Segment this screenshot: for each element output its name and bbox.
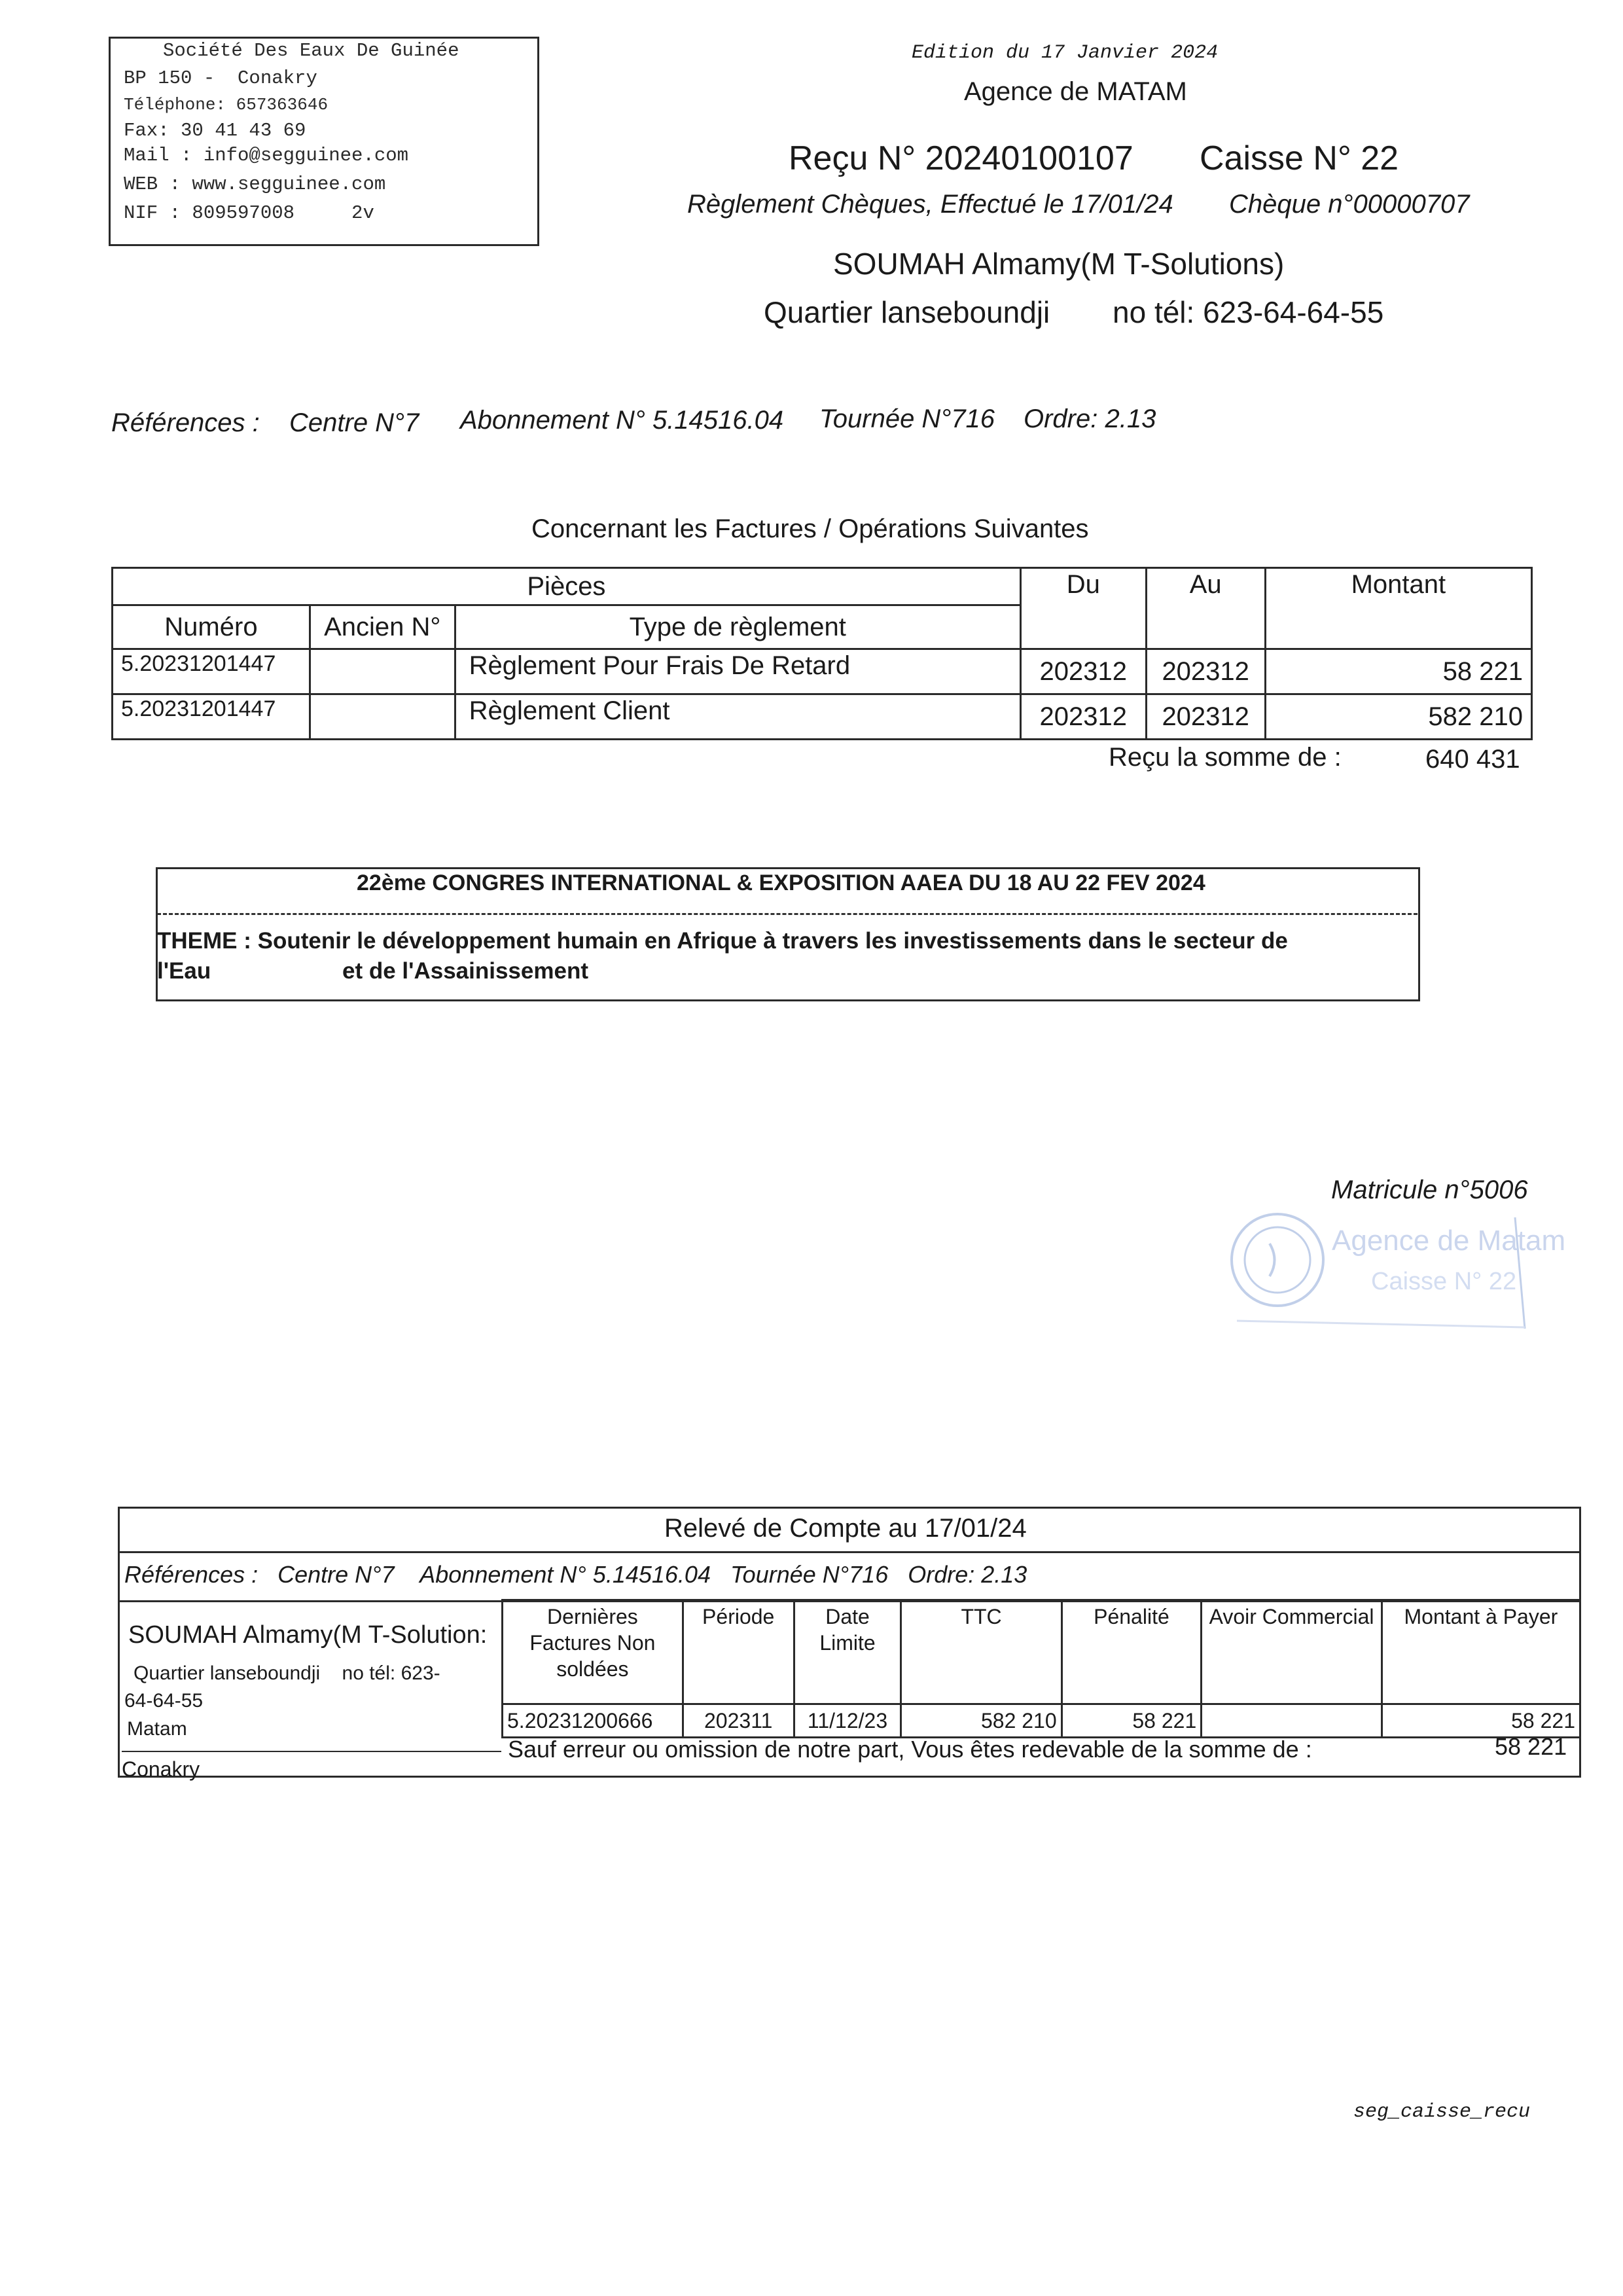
- table-row: [503, 1704, 1580, 1738]
- releve-table: [501, 1599, 1581, 1738]
- row-montant: 58 221: [1265, 649, 1531, 694]
- total-label: Reçu la somme de :: [1109, 743, 1342, 772]
- header-ttc: TTC: [901, 1600, 1061, 1704]
- references-ordre: Ordre: 2.13: [1024, 404, 1156, 433]
- header-date: Date Limite: [794, 1600, 901, 1704]
- concernant-heading: Concernant les Factures / Opérations Suivantes: [531, 514, 1089, 543]
- company-telephone: Téléphone: 657363646: [124, 95, 329, 115]
- header-periode: Période: [683, 1600, 794, 1704]
- releve-client-line4: Matam: [127, 1718, 187, 1740]
- table-row: [113, 649, 1532, 694]
- references-label: Références :: [111, 408, 260, 437]
- theme-line-2b: et de l'Assainissement: [342, 958, 588, 984]
- releve-references: Références : Centre N°7 Abonnement N° 5.14516.04 Tournée N°716 Ordre: 2.13: [124, 1561, 1027, 1588]
- agency-stamp: [1217, 1204, 1571, 1329]
- company-fax: Fax: 30 41 43 69: [124, 120, 306, 141]
- matricule: Matricule n°5006: [1331, 1175, 1528, 1204]
- company-name: Société Des Eaux De Guinée: [163, 40, 459, 62]
- references-tournee: Tournée N°716: [819, 404, 995, 433]
- receipt-number: Reçu N° 20240100107: [789, 139, 1133, 177]
- client-phone: no tél: 623-64-64-55: [1113, 295, 1384, 329]
- dashed-divider: [157, 913, 1418, 915]
- row-date: 11/12/23: [794, 1704, 901, 1738]
- company-bp: BP 150 - Conakry: [124, 67, 317, 89]
- releve-title: Relevé de Compte au 17/01/24: [664, 1514, 1027, 1543]
- header-montant-payer: Montant à Payer: [1382, 1600, 1580, 1704]
- header-pieces: Pièces: [113, 568, 1021, 605]
- company-mail: Mail : info@segguinee.com: [124, 145, 409, 166]
- header-factures: Dernières Factures Non soldées: [503, 1600, 683, 1704]
- row-montant: 58 221: [1382, 1704, 1580, 1738]
- row-type: Règlement Client: [455, 694, 1020, 740]
- row-ttc: 582 210: [901, 1704, 1061, 1738]
- row-du: 202312: [1020, 694, 1146, 740]
- theme-line-2a: l'Eau: [157, 958, 211, 984]
- stamp-seal-icon: [1217, 1204, 1571, 1329]
- releve-divider: [120, 1551, 1579, 1553]
- edition-date: Edition du 17 Janvier 2024: [912, 42, 1219, 64]
- releve-client-line2: Quartier lanseboundji no tél: 623-: [134, 1662, 440, 1684]
- redevable-amount: 58 221: [1495, 1733, 1567, 1760]
- releve-header-row: [503, 1600, 1580, 1704]
- table-row: [113, 694, 1532, 740]
- stamp-line-2: Caisse N° 22: [1371, 1268, 1517, 1295]
- caisse-number: Caisse N° 22: [1200, 139, 1399, 177]
- row-numero: 5.20231201447: [113, 649, 310, 694]
- company-info-box: [109, 37, 539, 246]
- references-centre: Centre N°7: [289, 408, 419, 437]
- releve-client-line5: Conakry: [122, 1757, 200, 1781]
- header-numero: Numéro: [113, 605, 310, 649]
- client-name: SOUMAH Almamy(M T-Solutions): [833, 247, 1285, 281]
- header-penalite: Pénalité: [1061, 1600, 1202, 1704]
- row-periode: 202311: [683, 1704, 794, 1738]
- agence-name: Agence de MATAM: [964, 77, 1187, 106]
- header-au: Au: [1146, 568, 1265, 649]
- payment-info: Règlement Chèques, Effectué le 17/01/24: [687, 190, 1173, 219]
- company-web: WEB : www.segguinee.com: [124, 173, 386, 195]
- client-quartier: Quartier lanseboundji: [764, 295, 1050, 329]
- row-avoir: [1202, 1704, 1382, 1738]
- header-avoir: Avoir Commercial: [1202, 1600, 1382, 1704]
- header-ancien: Ancien N°: [310, 605, 455, 649]
- row-numero: 5.20231201447: [113, 694, 310, 740]
- cheque-number: Chèque n°00000707: [1229, 190, 1470, 219]
- header-du: Du: [1020, 568, 1146, 649]
- releve-client-name: SOUMAH Almamy(M T-Solution:: [128, 1621, 488, 1649]
- releve-client-line3: 64-64-55: [124, 1690, 204, 1712]
- sauf-erreur-text: Sauf erreur ou omission de notre part, Vous êtes redevable de la somme de :: [508, 1736, 1312, 1763]
- references-abonnement: Abonnement N° 5.14516.04: [460, 406, 784, 435]
- table-header-row: [113, 568, 1532, 605]
- pieces-table: [111, 567, 1533, 740]
- row-montant: 582 210: [1265, 694, 1531, 740]
- row-ancien: [310, 694, 455, 740]
- row-ancien: [310, 649, 455, 694]
- releve-client-divider: [122, 1751, 501, 1752]
- theme-line-1: THEME : Soutenir le développement humain en Afrique à travers les investissements dans le secteur de: [157, 928, 1288, 954]
- row-au: 202312: [1146, 649, 1265, 694]
- row-type: Règlement Pour Frais De Retard: [455, 649, 1020, 694]
- row-du: 202312: [1020, 649, 1146, 694]
- stamp-line-1: Agence de Matam: [1332, 1225, 1566, 1257]
- total-value: 640 431: [1425, 745, 1520, 774]
- company-nif: NIF : 809597008 2v: [124, 202, 374, 224]
- header-montant: Montant: [1265, 568, 1531, 649]
- footer-code: seg_caisse_recu: [1353, 2101, 1531, 2123]
- row-penalite: 58 221: [1061, 1704, 1202, 1738]
- row-au: 202312: [1146, 694, 1265, 740]
- header-type: Type de règlement: [455, 605, 1020, 649]
- congres-title: 22ème CONGRES INTERNATIONAL & EXPOSITION AAEA DU 18 AU 22 FEV 2024: [357, 870, 1205, 895]
- row-facture: 5.20231200666: [503, 1704, 683, 1738]
